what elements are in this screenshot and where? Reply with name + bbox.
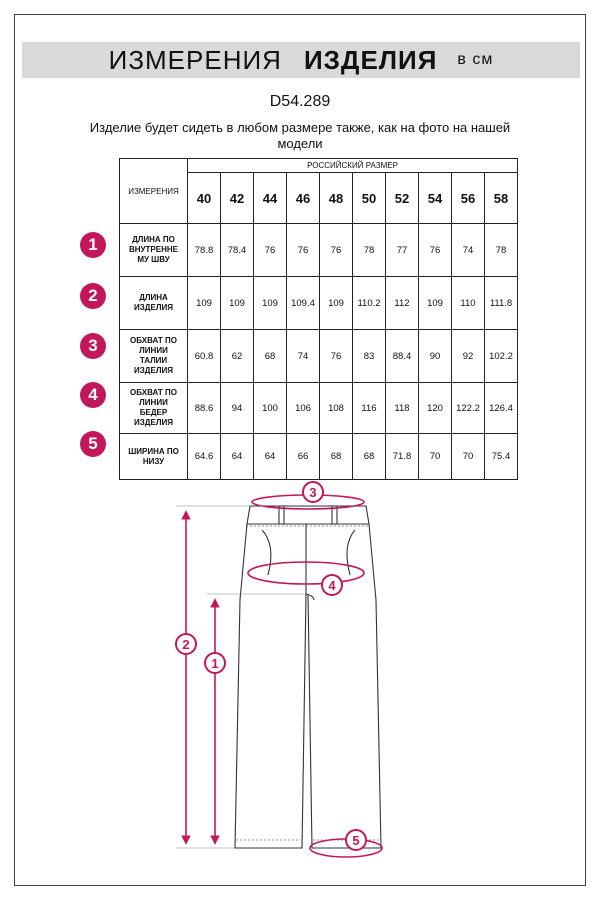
- row-number-badge: 3: [80, 333, 106, 359]
- row-number-badge: 1: [80, 232, 106, 258]
- table-cell: 110: [452, 277, 485, 330]
- measurements-header: ИЗМЕРЕНИЯ: [120, 159, 188, 224]
- table-cell: 64: [221, 434, 254, 480]
- table-cell: 106: [287, 383, 320, 434]
- trousers-outline: [235, 506, 381, 848]
- row-number-badge: 5: [80, 431, 106, 457]
- size-header: 50: [353, 173, 386, 224]
- table-cell: 68: [353, 434, 386, 480]
- table-cell: 64.6: [188, 434, 221, 480]
- size-header: 56: [452, 173, 485, 224]
- table-cell: 78.4: [221, 224, 254, 277]
- table-cell: 75.4: [485, 434, 518, 480]
- table-cell: 74: [452, 224, 485, 277]
- table-cell: 118: [386, 383, 419, 434]
- table-cell: 76: [287, 224, 320, 277]
- marker-2-label: 2: [182, 637, 190, 652]
- marker-5: [346, 830, 366, 850]
- title-light: ИЗМЕРЕНИЯ: [108, 44, 282, 75]
- table-cell: 76: [419, 224, 452, 277]
- table-cell: 62: [221, 330, 254, 383]
- fit-note-line-2: модели: [277, 136, 323, 151]
- guide-lines: [176, 506, 306, 848]
- table-cell: 78: [353, 224, 386, 277]
- table-cell: 109.4: [287, 277, 320, 330]
- size-header: 52: [386, 173, 419, 224]
- table-cell: 110.2: [353, 277, 386, 330]
- table-cell: 77: [386, 224, 419, 277]
- table-cell: 71.8: [386, 434, 419, 480]
- table-cell: 60.8: [188, 330, 221, 383]
- row-label: ОБХВАТ ПО ЛИНИИ БЕДЕР ИЗДЕЛИЯ: [120, 383, 188, 434]
- size-header: 48: [320, 173, 353, 224]
- table-cell: 68: [254, 330, 287, 383]
- table-cell: 116: [353, 383, 386, 434]
- table-cell: 120: [419, 383, 452, 434]
- row-label: ШИРИНА ПО НИЗУ: [120, 434, 188, 480]
- table-cell: 108: [320, 383, 353, 434]
- size-header: 54: [419, 173, 452, 224]
- marker-3-label: 3: [309, 485, 317, 500]
- table-cell: 88.4: [386, 330, 419, 383]
- row-label: ДЛИНА ИЗДЕЛИЯ: [120, 277, 188, 330]
- table-cell: 111.8: [485, 277, 518, 330]
- row-label: ОБХВАТ ПО ЛИНИИ ТАЛИИ ИЗДЕЛИЯ: [120, 330, 188, 383]
- fit-note-line-1: Изделие будет сидеть в любом размере также, как на фото на нашей: [89, 120, 511, 135]
- article-code: D54.289: [269, 93, 331, 110]
- row-number-badge: 4: [80, 382, 106, 408]
- diagram-markers: [176, 482, 366, 850]
- row-number-badge: 2: [80, 283, 106, 309]
- table-cell: 94: [221, 383, 254, 434]
- table-cell: 76: [320, 330, 353, 383]
- size-header: 40: [188, 173, 221, 224]
- table-cell: 109: [419, 277, 452, 330]
- table-cell: 109: [188, 277, 221, 330]
- table-cell: 76: [320, 224, 353, 277]
- table-cell: 68: [320, 434, 353, 480]
- row-label: ДЛИНА ПО ВНУТРЕННЕ МУ ШВУ: [120, 224, 188, 277]
- marker-4: [322, 575, 342, 595]
- size-header: 46: [287, 173, 320, 224]
- table-cell: 74: [287, 330, 320, 383]
- table-cell: 70: [419, 434, 452, 480]
- table-cell: 109: [254, 277, 287, 330]
- table-cell: 126.4: [485, 383, 518, 434]
- table-cell: 109: [320, 277, 353, 330]
- table-cell: 90: [419, 330, 452, 383]
- size-header: 42: [221, 173, 254, 224]
- marker-3: [303, 482, 323, 502]
- title-bold: ИЗДЕЛИЯ: [303, 44, 438, 75]
- table-cell: 64: [254, 434, 287, 480]
- table-cell: 102.2: [485, 330, 518, 383]
- table-cell: 70: [452, 434, 485, 480]
- marker-1-label: 1: [211, 656, 219, 671]
- table-cell: 109: [221, 277, 254, 330]
- table-cell: 78: [485, 224, 518, 277]
- table-cell: 78.8: [188, 224, 221, 277]
- table-cell: 66: [287, 434, 320, 480]
- marker-5-label: 5: [352, 833, 360, 848]
- table-cell: 92: [452, 330, 485, 383]
- marker-4-label: 4: [328, 578, 336, 593]
- marker-1: [205, 653, 225, 673]
- size-header: 44: [254, 173, 287, 224]
- table-cell: 100: [254, 383, 287, 434]
- title-unit: в см: [457, 51, 494, 68]
- table-cell: 88.6: [188, 383, 221, 434]
- table-cell: 83: [353, 330, 386, 383]
- size-header: 58: [485, 173, 518, 224]
- table-cell: 76: [254, 224, 287, 277]
- russian-size-header: РОССИЙСКИЙ РАЗМЕР: [188, 159, 518, 173]
- table-cell: 122.2: [452, 383, 485, 434]
- table-cell: 112: [386, 277, 419, 330]
- marker-2: [176, 634, 196, 654]
